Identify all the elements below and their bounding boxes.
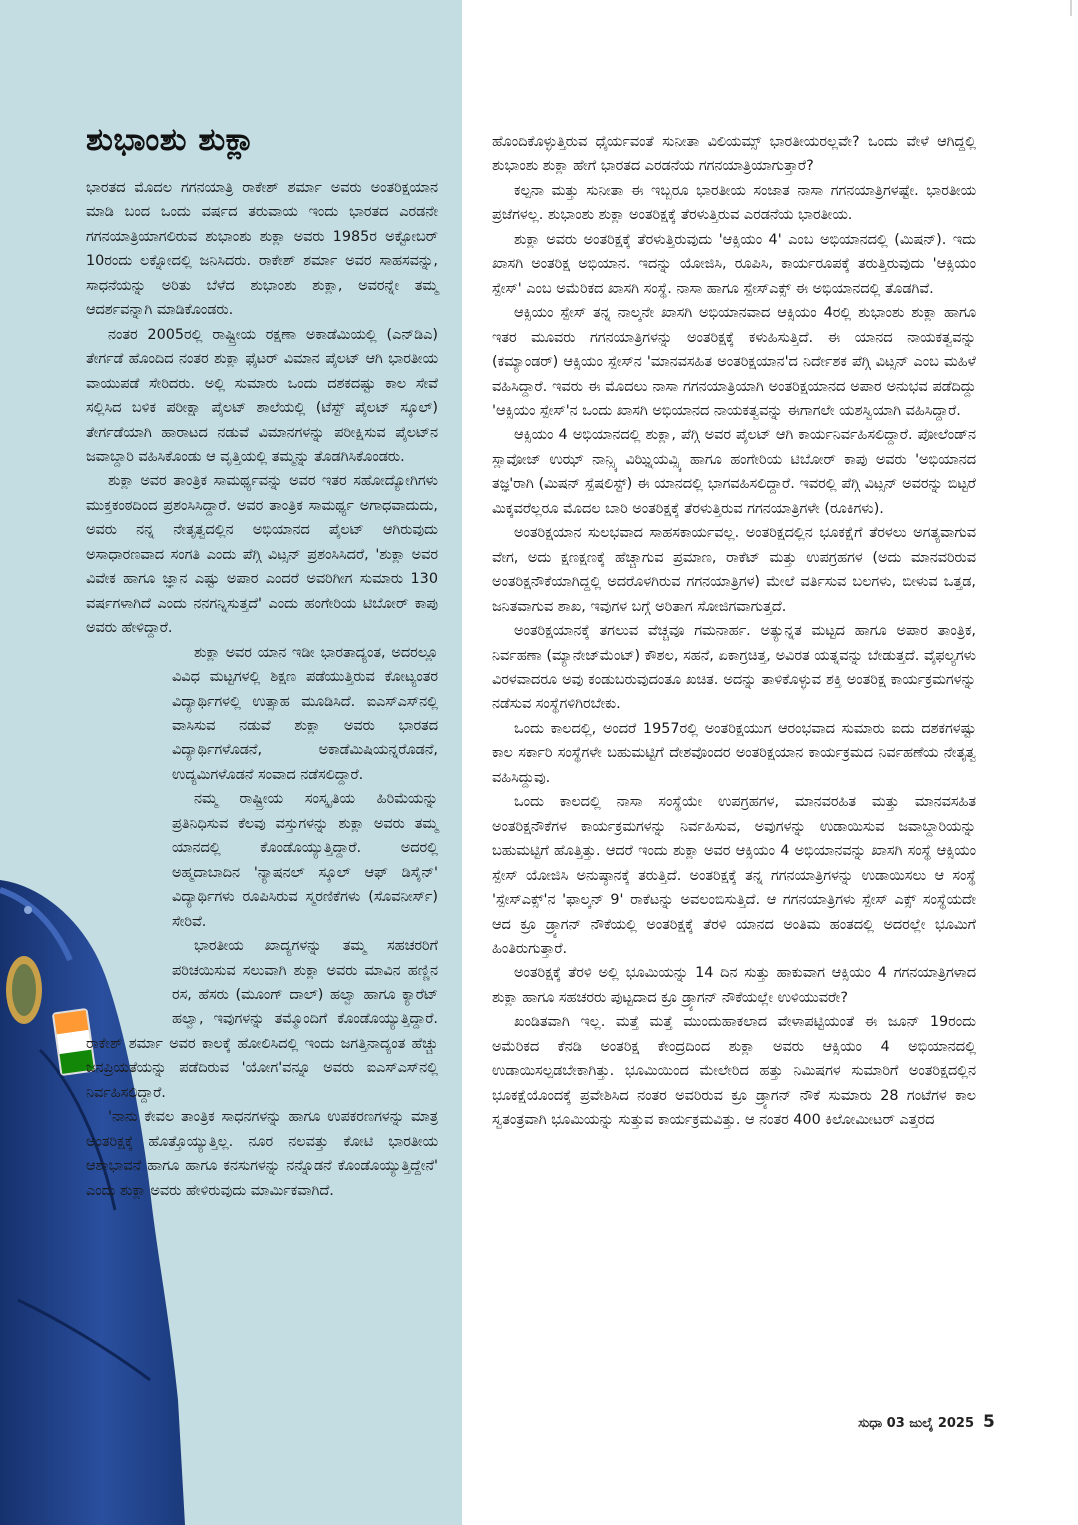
footer-folio: ಸುಧಾ 03 ಜುಲೈ 2025 (858, 1416, 974, 1431)
paragraph: 'ನಾನು ಕೇವಲ ತಾಂತ್ರಿಕ ಸಾಧನಗಳನ್ನು ಹಾಗೂ ಉಪಕರಣಗಳನ್ನು ಮಾತ್ರ ಅಂತರಿಕ್ಷಕ್ಕೆ ಹೊತ್ತೊಯ್ಯುತ್ತಿಲ್ಲ. ನೂರ ನಲವತ್ತು ಕೋಟಿ ಭಾರತೀಯ ಆಶಾಭಾವನೆ ಹಾಗೂ ಹಾಗೂ ಕನಸುಗಳನ್ನು ನನ್ನೊಡನೆ ಕೊಂಡೊಯ್ಯುತ್ತಿದ್ದೇನೆ' ಎಂದು ಶುಕ್ಲಾ ಅವರು ಹೇಳಿರುವುದು ಮಾರ್ಮಿಕವಾಗಿದೆ. (86, 1109, 438, 1199)
paragraph: ಆಕ್ಸಿಯಂ 4 ಅಭಿಯಾನದಲ್ಲಿ ಶುಕ್ಲಾ, ಪೆಗ್ಗಿ ಅವರ ಪೈಲಟ್ ಆಗಿ ಕಾರ್ಯನಿರ್ವಹಿಸಲಿದ್ದಾರೆ. ಪೋಲೆಂಡ್‌ನ ಸ್ಲಾವೋಜ್ ಉಝ್ ನಾನ್ಸ್ಕಿ ವಿಝ್ನಿಯವ್ಸ್ಕಿ ಹಾಗೂ ಹಂಗೇರಿಯ ಟಿಬೋರ್ ಕಾಪು ಅವರು 'ಅಭಿಯಾನದ ತಜ್ಞ'ರಾಗಿ (ಮಿಷನ್ ಸ್ಪೆಷಲಿಸ್ಟ್) ಈ ಯಾನದಲ್ಲಿ ಭಾಗವಹಿಸಲಿದ್ದಾರೆ. ಇವರಲ್ಲಿ ಪೆಗ್ಗಿ ವಿಟ್ಸನ್ ಅವರನ್ನು ಬಿಟ್ಟರೆ ಮಿಕ್ಕವರೆಲ್ಲರೂ ಮೊದಲ ಬಾರಿ ಅಂತರಿಕ್ಷಕ್ಕೆ ತೆರಳುತ್ತಿರುವ ಗಗನಯಾತ್ರಿಗಳೇ (ರೂಕಿಗಳು). (492, 427, 976, 517)
paragraph: ಕಲ್ಪನಾ ಮತ್ತು ಸುನೀತಾ ಈ ಇಬ್ಬರೂ ಭಾರತೀಯ ಸಂಜಾತ ನಾಸಾ ಗಗನಯಾತ್ರಿಗಳಷ್ಟೇ. ಭಾರತೀಯ ಪ್ರಜೆಗಳಲ್ಲ. ಶುಭಾಂಶು ಶುಕ್ಲಾ ಅಂತರಿಕ್ಷಕ್ಕೆ ತೆರಳುತ್ತಿರುವ ಎರಡನೆಯ ಭಾರತೀಯ. (492, 182, 976, 224)
paragraph: ಭಾರತೀಯ ಖಾದ್ಯಗಳನ್ನು ತಮ್ಮ ಸಹಚರರಿಗೆ ಪರಿಚಯಿಸುವ ಸಲುವಾಗಿ ಶುಕ್ಲಾ ಅವರು ಮಾವಿನ ಹಣ್ಣಿನ ರಸ, ಹೆಸರು (ಮೂಂಗ್ ದಾಲ್) ಹಲ್ವಾ ಹಾಗೂ ಕ್ಯಾರೆಟ್ ಹಲ್ವಾ, ಇವುಗಳನ್ನು ತಮ್ಮೊಂದಿಗೆ ಕೊಂಡೊಯ್ಯುತ್ತಿದ್ದಾರೆ. ರಾಕೇಶ್ ಶರ್ಮಾ ಅವರ ಕಾಲಕ್ಕೆ ಹೋಲಿಸಿದಲ್ಲಿ ಇಂದು ಜಗತ್ತಿನಾದ್ಯಂತ ಹೆಚ್ಚು ಜನಪ್ರಿಯತೆಯನ್ನು ಪಡೆದಿರುವ 'ಯೋಗ'ವನ್ನೂ ಅವರು ಐಎಸ್‌ಎಸ್‌ನಲ್ಲಿ ನಿರ್ವಹಿಸಲಿದ್ದಾರೆ. (86, 938, 438, 1101)
photo-wrap-spacer (86, 641, 172, 1029)
paragraph: ಒಂದು ಕಾಲದಲ್ಲಿ ನಾಸಾ ಸಂಸ್ಥೆಯೇ ಉಪಗ್ರಹಗಳ, ಮಾನವರಹಿತ ಮತ್ತು ಮಾನವಸಹಿತ ಅಂತರಿಕ್ಷನೌಕೆಗಳ ಕಾರ್ಯಕ್ರಮಗಳನ್ನು ನಿರ್ವಹಿಸುವ, ಅವುಗಳನ್ನು ಉಡಾಯಿಸುವ ಜವಾಬ್ದಾರಿಯನ್ನು ಬಹುಮಟ್ಟಿಗೆ ಹೊತ್ತಿತ್ತು. ಆದರೆ ಇಂದು ಶುಕ್ಲಾ ಅವರ ಆಕ್ಸಿಯಂ 4 ಅಭಿಯಾನವನ್ನು ಖಾಸಗಿ ಸಂಸ್ಥೆ ಆಕ್ಸಿಯಂ ಸ್ಪೇಸ್ ಯೋಜಿಸಿ ಅನುಷ್ಠಾನಕ್ಕೆ ತರುತ್ತಿದೆ. ಅಂತರಿಕ್ಷಕ್ಕೆ ತನ್ನ ಗಗನಯಾತ್ರಿಗಳನ್ನು ಉಡಾಯಿಸಲು ಆ ಸಂಸ್ಥೆ 'ಸ್ಪೇಸ್‌ಎಕ್ಸ್'ನ 'ಫಾಲ್ಕನ್ 9' ರಾಕೆಟನ್ನು ಅವಲಂಬಿಸುತ್ತಿದೆ. ಆ ಗಗನಯಾತ್ರಿಗಳು ಸ್ಪೇಸ್ ಎಕ್ಸ್ ಸಂಸ್ಥೆಯದೇ ಆದ ಕ್ರೂ ಡ್ರ್ಯಾಗನ್ ನೌಕೆಯಲ್ಲಿ ಅಂತರಿಕ್ಷಕ್ಕೆ ತೆರಳಿ ಯಾನದ ಅಂತಿಮ ಹಂತದಲ್ಲಿ ಅದರಲ್ಲೇ ಭೂಮಿಗೆ ಹಿಂತಿರುಗುತ್ತಾರೆ. (492, 794, 976, 957)
paragraph: ಅಂತರಿಕ್ಷಯಾನಕ್ಕೆ ತಗಲುವ ವೆಚ್ಚವೂ ಗಮನಾರ್ಹ. ಅತ್ಯುನ್ನತ ಮಟ್ಟದ ಹಾಗೂ ಅಪಾರ ತಾಂತ್ರಿಕ, ನಿರ್ವಹಣಾ (ಮ್ಯಾನೇಜ್‌ಮೆಂಟ್) ಕೌಶಲ, ಸಹನೆ, ಏಕಾಗ್ರಚಿತ್ತ, ಅವಿರತ ಯತ್ನವನ್ನು ಬೇಡುತ್ತದೆ. ವೈಫಲ್ಯಗಳು ವಿರಳವಾದರೂ ಅವು ಕಂಡುಬರುವುದಂತೂ ಖಚಿತ. ಅದನ್ನು ತಾಳಿಕೊಳ್ಳುವ ಶಕ್ತಿ ಅಂತರಿಕ್ಷ ಕಾರ್ಯಕ್ರಮಗಳನ್ನು ನಡೆಸುವ ಸಂಸ್ಥೆಗಳಿಗಿರಬೇಕು. (492, 623, 976, 713)
paragraph: ಒಂದು ಕಾಲದಲ್ಲಿ, ಅಂದರೆ 1957ರಲ್ಲಿ ಅಂತರಿಕ್ಷಯುಗ ಆರಂಭವಾದ ಸುಮಾರು ಐದು ದಶಕಗಳಷ್ಟು ಕಾಲ ಸರ್ಕಾರಿ ಸಂಸ್ಥೆಗಳೇ ಬಹುಮಟ್ಟಿಗೆ ದೇಶವೊಂದರ ಅಂತರಿಕ್ಷಯಾನ ಕಾರ್ಯಕ್ರಮದ ನಿರ್ವಹಣೆಯ ನೇತೃತ್ವ ವಹಿಸಿದ್ದುವು. (492, 720, 976, 786)
paragraph: ಆಕ್ಸಿಯಂ ಸ್ಪೇಸ್ ತನ್ನ ನಾಲ್ಕನೇ ಖಾಸಗಿ ಅಭಿಯಾನವಾದ ಆಕ್ಸಿಯಂ 4ರಲ್ಲಿ ಶುಭಾಂಶು ಶುಕ್ಲಾ ಹಾಗೂ ಇತರ ಮೂವರು ಗಗನಯಾತ್ರಿಗಳನ್ನು ಅಂತರಿಕ್ಷಕ್ಕೆ ಕಳುಹಿಸುತ್ತಿದೆ. ಈ ಯಾನದ ನಾಯಕತ್ವವನ್ನು (ಕಮ್ಯಾಂಡರ್) ಆಕ್ಸಿಯಂ ಸ್ಪೇಸ್‌ನ 'ಮಾನವಸಹಿತ ಅಂತರಿಕ್ಷಯಾನ'ದ ನಿರ್ದೇಶಕ ಪೆಗ್ಗಿ ವಿಟ್ಸನ್ ಎಂಬ ಮಹಿಳೆ ವಹಿಸಿದ್ದಾರೆ. ಇವರು ಈ ಮೊದಲು ನಾಸಾ ಗಗನಯಾತ್ರಿಯಾಗಿ ಅಂತರಿಕ್ಷಯಾನದ ಅಪಾರ ಅನುಭವ ಪಡೆದಿದ್ದು 'ಆಕ್ಸಿಯಂ ಸ್ಪೇಸ್'ನ ಒಂದು ಖಾಸಗಿ ಅಭಿಯಾನದ ನಾಯಕತ್ವವನ್ನು ಈಗಾಗಲೇ ಯಶಸ್ವಿಯಾಗಿ ವಹಿಸಿದ್ದಾರೆ. (492, 305, 976, 419)
page-edge-mark (1070, 0, 1072, 16)
right-text-column (492, 130, 976, 1133)
article-title: ಶುಭಾಂಶು ಶುಕ್ಲಾ (86, 122, 255, 158)
paragraph: ಅಂತರಿಕ್ಷಯಾನ ಸುಲಭವಾದ ಸಾಹಸಕಾರ್ಯವಲ್ಲ. ಅಂತರಿಕ್ಷದಲ್ಲಿನ ಭೂಕಕ್ಷೆಗೆ ತೆರಳಲು ಅಗತ್ಯವಾಗುವ ವೇಗ, ಅದು ಕ್ಷಣಕ್ಷಣಕ್ಕೆ ಹೆಚ್ಚಾಗುವ ಪ್ರಮಾಣ, ರಾಕೆಟ್ ಮತ್ತು ಉಪಗ್ರಹಗಳ (ಅದು ಮಾನವರಿರುವ ಅಂತರಿಕ್ಷನೌಕೆಯಾಗಿದ್ದಲ್ಲಿ ಅದರೊಳಗಿರುವ ಗಗನಯಾತ್ರಿಗಳ) ಮೇಲೆ ವರ್ತಿಸುವ ಬಲಗಳು, ಬೀಳುವ ಒತ್ತಡ, ಜನಿತವಾಗುವ ಶಾಖ, ಇವುಗಳ ಬಗ್ಗೆ ಅರಿತಾಗ ಸೋಜಿಗವಾಗುತ್ತದೆ. (492, 525, 976, 615)
left-text-column (86, 176, 438, 1203)
mission-patch-icon (6, 956, 42, 1024)
paragraph: ಶುಕ್ಲಾ ಅವರು ಅಂತರಿಕ್ಷಕ್ಕೆ ತೆರಳುತ್ತಿರುವುದು 'ಆಕ್ಸಿಯಂ 4' ಎಂಬ ಅಭಿಯಾನದಲ್ಲಿ (ಮಿಷನ್). ಇದು ಖಾಸಗಿ ಅಂತರಿಕ್ಷ ಅಭಿಯಾನ. ಇದನ್ನು ಯೋಜಿಸಿ, ರೂಪಿಸಿ, ಕಾರ್ಯರೂಪಕ್ಕೆ ತರುತ್ತಿರುವುದು 'ಆಕ್ಸಿಯಂ ಸ್ಪೇಸ್' ಎಂಬ ಅಮೆರಿಕದ ಖಾಸಗಿ ಸಂಸ್ಥೆ. ನಾಸಾ ಹಾಗೂ ಸ್ಪೇಸ್‌ಎಕ್ಸ್ ಈ ಅಭಿಯಾನದಲ್ಲಿ ತೊಡಗಿವೆ. (492, 231, 976, 297)
paragraph: ಅಂತರಿಕ್ಷಕ್ಕೆ ತೆರಳಿ ಅಲ್ಲಿ ಭೂಮಿಯನ್ನು 14 ದಿನ ಸುತ್ತು ಹಾಕುವಾಗ ಆಕ್ಸಿಯಂ 4 ಗಗನಯಾತ್ರಿಗಳಾದ ಶುಕ್ಲಾ ಹಾಗೂ ಸಹಚರರು ಪುಟ್ಟದಾದ ಕ್ರೂ ಡ್ರ್ಯಾಗನ್ ನೌಕೆಯಲ್ಲೇ ಉಳಿಯುವರೇ? (492, 965, 976, 1006)
paragraph: ಶುಕ್ಲಾ ಅವರ ತಾಂತ್ರಿಕ ಸಾಮರ್ಥ್ಯವನ್ನು ಅವರ ಇತರ ಸಹೋದ್ಯೋಗಿಗಳು ಮುಕ್ತಕಂಠದಿಂದ ಪ್ರಶಂಸಿಸಿದ್ದಾರೆ. ಅವರ ತಾಂತ್ರಿಕ ಸಾಮರ್ಥ್ಯ ಅಗಾಧವಾದುದು, ಅವರು ನನ್ನ ನೇತೃತ್ವದಲ್ಲಿನ ಅಭಿಯಾನದ ಪೈಲಟ್ ಆಗಿರುವುದು ಅಸಾಧಾರಣವಾದ ಸಂಗತಿ ಎಂದು ಪೆಗ್ಗಿ ವಿಟ್ಸನ್ ಪ್ರಶಂಸಿಸಿದರೆ, 'ಶುಕ್ಲಾ ಅವರ ವಿವೇಕ ಹಾಗೂ ಜ್ಞಾನ ಎಷ್ಟು ಅಪಾರ ಎಂದರೆ ಅವರಿಗೀಗ ಸುಮಾರು 130 ವರ್ಷಗಳಾಗಿದೆ ಎಂದು ನನಗನ್ನಿಸುತ್ತದೆ' ಎಂದು ಹಂಗೇರಿಯ ಟಿಬೋರ್ ಕಾಪು ಅವರು ಹೇಳಿದ್ದಾರೆ. (86, 473, 438, 637)
paragraph: ನಮ್ಮ ರಾಷ್ಟ್ರೀಯ ಸಂಸ್ಕೃತಿಯ ಹಿರಿಮೆಯನ್ನು ಪ್ರತಿನಿಧಿಸುವ ಕೆಲವು ವಸ್ತುಗಳನ್ನು ಶುಕ್ಲಾ ಅವರು ತಮ್ಮ ಯಾನದಲ್ಲಿ ಕೊಂಡೊಯ್ಯುತ್ತಿದ್ದಾರೆ. ಅದರಲ್ಲಿ ಅಹ್ಮದಾಬಾದಿನ 'ನ್ಯಾಷನಲ್ ಸ್ಕೂಲ್ ಆಫ್ ಡಿಸೈನ್' ವಿದ್ಯಾರ್ಥಿಗಳು ರೂಪಿಸಿರುವ ಸ್ಮರಣಿಕೆಗಳು (ಸೊವನೀರ್ಸ್) ಸೇರಿವೆ. (172, 791, 438, 930)
paragraph: ಶುಕ್ಲಾ ಅವರ ಯಾನ ಇಡೀ ಭಾರತಾದ್ಯಂತ, ಅದರಲ್ಲೂ ವಿವಿಧ ಮಟ್ಟಗಳಲ್ಲಿ ಶಿಕ್ಷಣ ಪಡೆಯುತ್ತಿರುವ ಕೋಟ್ಯಂತರ ವಿದ್ಯಾರ್ಥಿಗಳಲ್ಲಿ ಉತ್ಸಾಹ ಮೂಡಿಸಿದೆ. ಐಎಸ್‌ಎಸ್‌ನಲ್ಲಿ ವಾಸಿಸುವ ನಡುವೆ ಶುಕ್ಲಾ ಅವರು ಭಾರತದ ವಿದ್ಯಾರ್ಥಿಗಳೊಡನೆ, ಅಕಾಡೆಮಿಷಿಯನ್ನರೊಡನೆ, ಉದ್ಯಮಿಗಳೊಡನೆ ಸಂವಾದ ನಡೆಸಲಿದ್ದಾರೆ. (172, 644, 438, 783)
paragraph: ಹೊಂದಿಕೊಳ್ಳುತ್ತಿರುವ ಧೈರ್ಯವಂತೆ ಸುನೀತಾ ವಿಲಿಯಮ್ಸ್ ಭಾರತೀಯರಲ್ಲವೇ? ಒಂದು ವೇಳೆ ಆಗಿದ್ದಲ್ಲಿ ಶುಭಾಂಶು ಶುಕ್ಲಾ ಹೇಗೆ ಭಾರತದ ಎರಡನೆಯ ಗಗನಯಾತ್ರಿಯಾಗುತ್ತಾರೆ? (492, 134, 976, 175)
paragraph: ನಂತರ 2005ರಲ್ಲಿ ರಾಷ್ಟ್ರೀಯ ರಕ್ಷಣಾ ಅಕಾಡೆಮಿಯಲ್ಲಿ (ಎನ್‌ಡಿಎ) ತೇರ್ಗಡೆ ಹೊಂದಿದ ನಂತರ ಶುಕ್ಲಾ ಫೈಟರ್ ವಿಮಾನ ಪೈಲಟ್ ಆಗಿ ಭಾರತೀಯ ವಾಯುಪಡೆ ಸೇರಿದರು. ಅಲ್ಲಿ ಸುಮಾರು ಒಂದು ದಶಕದಷ್ಟು ಕಾಲ ಸೇವೆ ಸಲ್ಲಿಸಿದ ಬಳಿಕ ಪರೀಕ್ಷಾ ಪೈಲಟ್ ಶಾಲೆಯಲ್ಲಿ (ಟೆಸ್ಟ್ ಪೈಲಟ್ ಸ್ಕೂಲ್) ತೇರ್ಗಡೆಯಾಗಿ ಹಾರಾಟದ ನಡುವೆ ವಿಮಾನಗಳನ್ನು ಪರೀಕ್ಷಿಸುವ ಪೈಲಟ್‌ನ ಜವಾಬ್ದಾರಿ ವಹಿಸಿಕೊಂಡು ಆ ವೃತ್ತಿಯಲ್ಲಿ ತಮ್ಮನ್ನು ತೊಡಗಿಸಿಕೊಂಡರು. (86, 326, 438, 465)
page-number: 5 (983, 1412, 995, 1432)
paragraph: ಖಂಡಿತವಾಗಿ ಇಲ್ಲ. ಮತ್ತೆ ಮತ್ತೆ ಮುಂದುಹಾಕಲಾದ ವೇಳಾಪಟ್ಟಿಯಂತೆ ಈ ಜೂನ್ 19ರಂದು ಅಮೆರಿಕದ ಕೆನಡಿ ಅಂತರಿಕ್ಷ ಕೇಂದ್ರದಿಂದ ಶುಕ್ಲಾ ಅವರು ಆಕ್ಸಿಯಂ 4 ಅಭಿಯಾನದಲ್ಲಿ ಉಡಾಯಿಸಲ್ಪಡಬೇಕಾಗಿತ್ತು. ಭೂಮಿಯಿಂದ ಮೇಲೇರಿದ ಹತ್ತು ನಿಮಿಷಗಳ ಸುಮಾರಿಗೆ ಅಂತರಿಕ್ಷದಲ್ಲಿನ ಭೂಕಕ್ಷೆಯೊಂದಕ್ಕೆ ಪ್ರವೇಶಿಸಿದ ನಂತರ ಅವರಿರುವ ಕ್ರೂ ಡ್ರ್ಯಾಗನ್ ನೌಕೆ ಸುಮಾರು 28 ಗಂಟೆಗಳ ಕಾಲ ಸ್ವತಂತ್ರವಾಗಿ ಭೂಮಿಯನ್ನು ಸುತ್ತುವ ಕಾರ್ಯಕ್ರಮವಿತ್ತು. ಆ ನಂತರ 400 ಕಿಲೋಮೀಟರ್ ಎತ್ತರದ (492, 1014, 976, 1129)
paragraph: ಭಾರತದ ಮೊದಲ ಗಗನಯಾತ್ರಿ ರಾಕೇಶ್ ಶರ್ಮಾ ಅವರು ಅಂತರಿಕ್ಷಯಾನ ಮಾಡಿ ಬಂದ ಒಂದು ವರ್ಷದ ತರುವಾಯ ಇಂದು ಭಾರತದ ಎರಡನೇ ಗಗನಯಾತ್ರಿಯಾಗಲಿರುವ ಶುಭಾಂಶು ಶುಕ್ಲಾ ಅವರು 1985ರ ಅಕ್ಟೋಬರ್ 10ರಂದು ಲಕ್ನೋದಲ್ಲಿ ಜನಿಸಿದರು. ರಾಕೇಶ್ ಶರ್ಮಾ ಅವರ ಸಾಹಸವನ್ನು, ಸಾಧನೆಯನ್ನು ಅರಿತು ಬೆಳೆದ ಶುಭಾಂಶು ಶುಕ್ಲಾ, ಅವರನ್ನೇ ತಮ್ಮ ಆದರ್ಶವನ್ನಾಗಿ ಮಾಡಿಕೊಂಡರು. (86, 180, 438, 319)
